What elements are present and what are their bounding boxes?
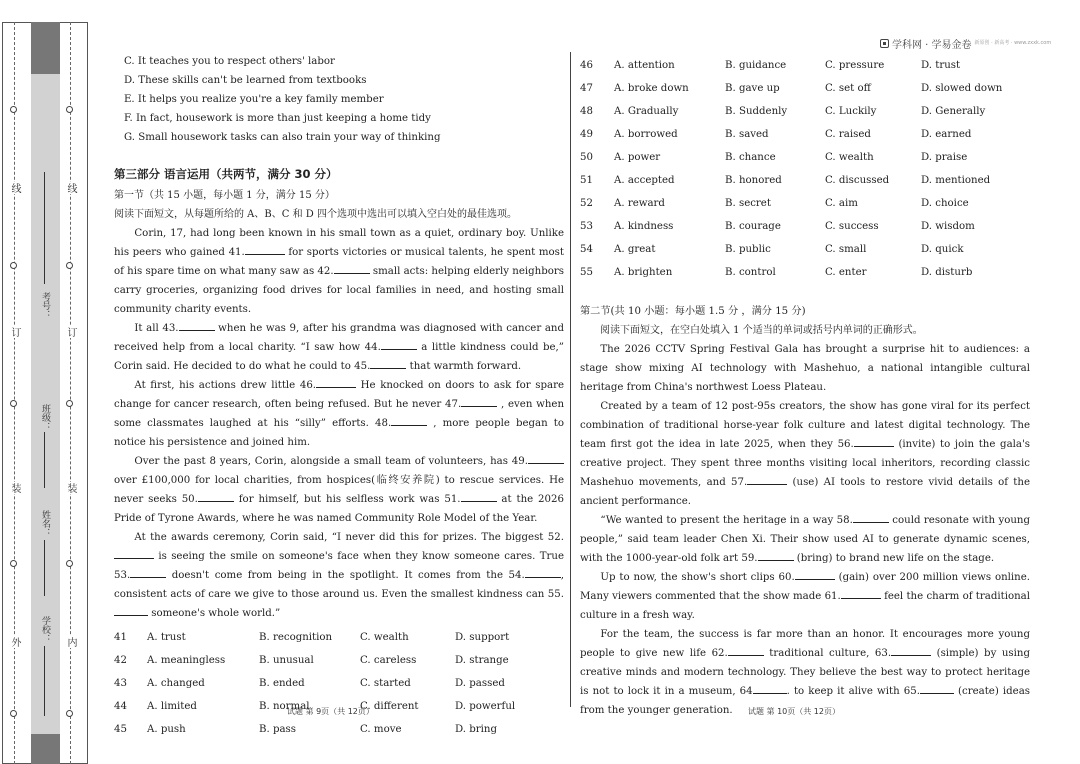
field-name-label: 姓名： — [40, 510, 50, 537]
binding-shade-bottom — [31, 734, 60, 764]
answer-blank-57[interactable] — [747, 473, 787, 485]
choice-option-b[interactable]: B. gave up — [725, 83, 780, 94]
answer-blank-53[interactable] — [130, 566, 166, 578]
choice-option-a[interactable]: A. broke down — [614, 83, 689, 94]
choice-option-a[interactable]: A. Gradually — [614, 106, 679, 117]
binding-char: 外 — [9, 637, 20, 647]
choice-option-b[interactable]: B. pass — [259, 724, 297, 735]
question-number: 51 — [580, 175, 593, 186]
choice-option-a[interactable]: A. power — [614, 152, 661, 163]
choice-option-a[interactable]: A. limited — [147, 701, 197, 712]
passage-paragraph: Up to now, the show's short clips 60. (gain) over 200 million views online. Many viewers commented that the show made 61. feel the charm of traditional culture in a fresh way. — [580, 568, 1030, 625]
choice-option-a[interactable]: A. trust — [147, 632, 186, 643]
question-number: 53 — [580, 221, 593, 232]
question-number: 50 — [580, 152, 593, 163]
brand-name: 学科网 · 学易金卷 — [892, 40, 972, 51]
answer-blank-62[interactable] — [728, 644, 764, 656]
passage-paragraph: Over the past 8 years, Corin, alongside a small team of volunteers, has 49. over £100,000 for local charities, from hospices(临终安养院) to rescue services. He never seeks 50. for himself, but his selfless work was 51. at the 2026 Pride of Tyrone Awards, where he was named Community Role Model of the Year. — [114, 452, 564, 528]
part3-title: 第三部分 语言运用（共两节，满分 30 分） — [114, 167, 338, 181]
section2-direction: 阅读下面短文，在空白处填入 1 个适当的单词或括号内单词的正确形式。 — [600, 325, 923, 336]
choice-option-a[interactable]: A. attention — [614, 60, 675, 71]
choice-option-c[interactable]: C. enter — [825, 267, 867, 278]
choice-option-c[interactable]: C. started — [360, 678, 411, 689]
answer-blank-44[interactable] — [381, 338, 417, 350]
choice-option-c[interactable]: C. discussed — [825, 175, 890, 186]
binding-hole — [66, 262, 73, 269]
answer-blank-45[interactable] — [370, 357, 406, 369]
choice-option-b[interactable]: B. secret — [725, 198, 771, 209]
option-line: F. In fact, housework is more than just keeping a home tidy — [124, 113, 431, 124]
answer-blank-42[interactable] — [334, 262, 370, 274]
binding-char: 内 — [65, 637, 76, 647]
binding-char: 线 — [9, 183, 20, 193]
binding-char: 线 — [65, 183, 76, 193]
binding-char: 装 — [65, 483, 76, 493]
choice-option-d[interactable]: D. trust — [921, 60, 961, 71]
choice-option-d[interactable]: D. powerful — [455, 701, 516, 712]
passage-paragraph: “We wanted to present the heritage in a way 58. could resonate with young people,” said team leader Chen Xi. Their show used AI to generate dynamic scenes, with the 1000-year-old folk art 59. (bring) to brand new life on the stage. — [580, 511, 1030, 568]
binding-hole — [66, 400, 73, 407]
binding-hole — [10, 710, 17, 717]
option-line: C. It teaches you to respect others' labor — [124, 56, 335, 67]
choice-row — [114, 672, 515, 695]
answer-blank-65[interactable] — [920, 682, 954, 694]
field-name-line[interactable] — [44, 540, 45, 596]
answer-blank-61[interactable] — [841, 587, 881, 599]
choice-option-d[interactable]: D. strange — [455, 655, 509, 666]
choice-option-b[interactable]: B. control — [725, 267, 776, 278]
answer-blank-51[interactable] — [461, 490, 497, 502]
choice-row — [580, 192, 1002, 215]
choice-option-b[interactable]: B. unusual — [259, 655, 314, 666]
choice-option-a[interactable]: A. brighten — [614, 267, 673, 278]
choice-option-d[interactable]: D. slowed down — [921, 83, 1003, 94]
choice-option-c[interactable]: C. set off — [825, 83, 871, 94]
choice-option-d[interactable]: D. wisdom — [921, 221, 975, 232]
binding-hole — [10, 400, 17, 407]
choice-option-c[interactable]: C. wealth — [360, 632, 409, 643]
question-number: 42 — [114, 655, 127, 666]
column-divider — [570, 52, 571, 707]
choice-option-b[interactable]: B. chance — [725, 152, 776, 163]
choice-row — [114, 649, 515, 672]
answer-blank-64[interactable] — [753, 682, 787, 694]
option-line: E. It helps you realize you're a key family member — [124, 94, 384, 105]
answer-blank-59[interactable] — [758, 549, 794, 561]
choice-option-c[interactable]: C. move — [360, 724, 402, 735]
choice-option-d[interactable]: D. Generally — [921, 106, 986, 117]
choice-option-c[interactable]: C. wealth — [825, 152, 874, 163]
passage-paragraph: The 2026 CCTV Spring Festival Gala has brought a surprise hit to audiences: a stage show mixing AI technology with Mashehuo, a national intangible cultural heritage from China's northwest Loess Plateau. — [580, 344, 1030, 393]
field-class-line[interactable] — [44, 432, 45, 488]
choice-option-d[interactable]: D. quick — [921, 244, 964, 255]
choice-option-a[interactable]: A. meaningless — [147, 655, 226, 666]
section2-title: 第二节(共 10 小题：每小题 1.5 分 ，满分 15 分) — [580, 306, 806, 317]
binding-hole — [10, 560, 17, 567]
answer-blank-60[interactable] — [795, 568, 835, 580]
choice-option-d[interactable]: D. mentioned — [921, 175, 991, 186]
choice-option-d[interactable]: D. support — [455, 632, 510, 643]
answer-blank-43[interactable] — [179, 319, 215, 331]
option-line: D. These skills can't be learned from textbooks — [124, 75, 367, 86]
left-column — [114, 52, 564, 741]
binding-char: 订 — [65, 327, 76, 337]
field-exam-number-label: 考号： — [40, 292, 50, 319]
binding-hole — [66, 710, 73, 717]
answer-blank-47[interactable] — [461, 395, 497, 407]
answer-blank-54[interactable] — [525, 566, 561, 578]
choice-option-b[interactable]: B. guidance — [725, 60, 787, 71]
answer-blank-41[interactable] — [245, 243, 285, 255]
choice-option-b[interactable]: B. honored — [725, 175, 782, 186]
choice-row — [580, 215, 1002, 238]
brand-header — [880, 36, 1052, 51]
passage-paragraph: At first, his actions drew little 46. He knocked on doors to ask for spare change for cancer research, often being refused. But he never 47. , even when some classmates laughed at his “silly” efforts. 48. , more people began to notice his persistence and joined him. — [114, 376, 564, 452]
question-number: 41 — [114, 632, 127, 643]
choice-option-b[interactable]: B. ended — [259, 678, 305, 689]
choice-row — [114, 626, 515, 649]
answer-blank-48[interactable] — [391, 414, 427, 426]
choice-option-b[interactable]: B. Suddenly — [725, 106, 788, 117]
answer-blank-63[interactable] — [891, 644, 931, 656]
choice-option-d[interactable]: D. praise — [921, 152, 968, 163]
choice-row — [580, 238, 1002, 261]
choice-option-c[interactable]: C. careless — [360, 655, 417, 666]
binding-strip — [0, 0, 92, 764]
choice-row — [580, 169, 1002, 192]
choice-option-d[interactable]: D. disturb — [921, 267, 973, 278]
question-number: 45 — [114, 724, 127, 735]
passage-paragraph: It all 43. when he was 9, after his grandma was diagnosed with cancer and received help from a local charity. “I saw how 44. a little kindness could be,” Corin said. He decided to do what he could to 45. that warmth forward. — [114, 319, 564, 376]
choice-option-a[interactable]: A. great — [614, 244, 656, 255]
answer-blank-56[interactable] — [854, 435, 894, 447]
answer-blank-46[interactable] — [316, 376, 356, 388]
question-number: 44 — [114, 701, 127, 712]
choice-option-c[interactable]: C. raised — [825, 129, 871, 140]
question-number: 49 — [580, 129, 593, 140]
answer-blank-58[interactable] — [853, 511, 889, 523]
field-school-label: 学校： — [40, 616, 50, 643]
choice-row — [580, 261, 1002, 284]
option-line: G. Small housework tasks can also train your way of thinking — [124, 132, 441, 143]
choice-option-d[interactable]: D. passed — [455, 678, 505, 689]
question-number: 52 — [580, 198, 593, 209]
question-number: 46 — [580, 60, 593, 71]
choices-table-46-55 — [580, 54, 1002, 284]
question-number: 43 — [114, 678, 127, 689]
answer-blank-50[interactable] — [198, 490, 234, 502]
passage-paragraph: Created by a team of 12 post-95s creators, the show has gone viral for its perfect combination of traditional horse-year folk culture and latest digital technology. The team first got the idea in late 2025, when they 56. (invite) to join the gala's creative project. They spent three months visiting local inheritors, recording classic Mashehuo movements, and 57. (use) AI tools to restore vivid details of the ancient performance. — [580, 401, 1030, 507]
answer-blank-49[interactable] — [528, 452, 564, 464]
field-class-label: 班级： — [40, 404, 50, 431]
passage-paragraph: At the awards ceremony, Corin said, “I never did this for prizes. The biggest 52. is seeing the smile on someone's face when they know someone cares. True 53. doesn't come from being in the spotlight. It comes from the 54. , consistent acts of care we give to those around us. Even the smallest kindness can 55. someone's whole world.” — [114, 532, 564, 619]
binding-dashed-line-inner — [70, 22, 71, 764]
choice-row — [580, 123, 1002, 146]
choice-option-b[interactable]: B. public — [725, 244, 771, 255]
right-column — [580, 54, 1030, 720]
choice-option-d[interactable]: D. earned — [921, 129, 972, 140]
choice-option-c[interactable]: C. Luckily — [825, 106, 877, 117]
section1-title: 第一节（共 15 小题，每小题 1 分，满分 15 分） — [114, 190, 335, 201]
choice-row — [580, 100, 1002, 123]
binding-hole — [10, 262, 17, 269]
choice-row — [580, 77, 1002, 100]
binding-hole — [66, 106, 73, 113]
binding-dashed-line-outer — [14, 22, 15, 764]
choice-option-c[interactable]: C. small — [825, 244, 867, 255]
choice-option-a[interactable]: A. reward — [614, 198, 665, 209]
choice-option-c[interactable]: C. success — [825, 221, 879, 232]
page-footer-right: 试题 第 10页（共 12页） — [748, 707, 840, 716]
passage-paragraph: Corin, 17, had long been known in his small town as a quiet, ordinary boy. Unlike his peers who gained 41. for sports victories or musical talents, he spent most of his spare time on what many saw as 42. small acts: helping elderly neighbors carry groceries, organizing food drives for local families in need, and hosting small community charity events. — [114, 228, 564, 315]
choice-row — [580, 54, 1002, 77]
choice-option-c[interactable]: C. pressure — [825, 60, 885, 71]
binding-shade-top — [31, 22, 60, 74]
answer-blank-55[interactable] — [114, 604, 148, 616]
choice-row — [580, 146, 1002, 169]
choice-option-c[interactable]: C. different — [360, 701, 419, 712]
question-number: 55 — [580, 267, 593, 278]
choice-option-a[interactable]: A. accepted — [614, 175, 675, 186]
choices-table-41-45 — [114, 626, 515, 741]
choice-option-d[interactable]: D. bring — [455, 724, 498, 735]
choice-option-b[interactable]: B. saved — [725, 129, 769, 140]
field-school-line[interactable] — [44, 646, 45, 716]
page-footer-left: 试题 第 9页（共 12页） — [287, 707, 374, 716]
question-number: 47 — [580, 83, 593, 94]
answer-blank-52[interactable] — [114, 547, 154, 559]
binding-char: 装 — [9, 483, 20, 493]
binding-char: 订 — [9, 327, 20, 337]
choice-option-b[interactable]: B. recognition — [259, 632, 333, 643]
choice-option-b[interactable]: B. normal — [259, 701, 310, 712]
brand-logo-icon — [880, 39, 889, 48]
choice-option-c[interactable]: C. aim — [825, 198, 858, 209]
question-number: 48 — [580, 106, 593, 117]
question-number: 54 — [580, 244, 593, 255]
choice-option-b[interactable]: B. courage — [725, 221, 781, 232]
choice-option-a[interactable]: A. borrowed — [614, 129, 678, 140]
binding-hole — [66, 560, 73, 567]
choice-option-a[interactable]: A. changed — [147, 678, 205, 689]
field-exam-number-line[interactable] — [44, 172, 45, 284]
choice-option-a[interactable]: A. push — [147, 724, 186, 735]
binding-hole — [10, 106, 17, 113]
choice-row — [114, 718, 515, 741]
choice-option-a[interactable]: A. kindness — [614, 221, 674, 232]
section1-direction: 阅读下面短文，从每题所给的 A、B、C 和 D 四个选项中选出可以填入空白处的最佳选项。 — [114, 209, 517, 220]
choice-option-d[interactable]: D. choice — [921, 198, 969, 209]
brand-subtitle: 新原创 · 新高考 · www.zxxk.com — [974, 40, 1052, 46]
passage-paragraph: For the team, the success is far more than an honor. It encourages more young people to give new life 62. traditional culture, 63. (simple) by using creative minds and modern technology. They believe the best way to protect heritage is not to lock it in a museum, 64 . to keep it alive with 65. (create) ideas from the younger generation. — [580, 629, 1031, 716]
